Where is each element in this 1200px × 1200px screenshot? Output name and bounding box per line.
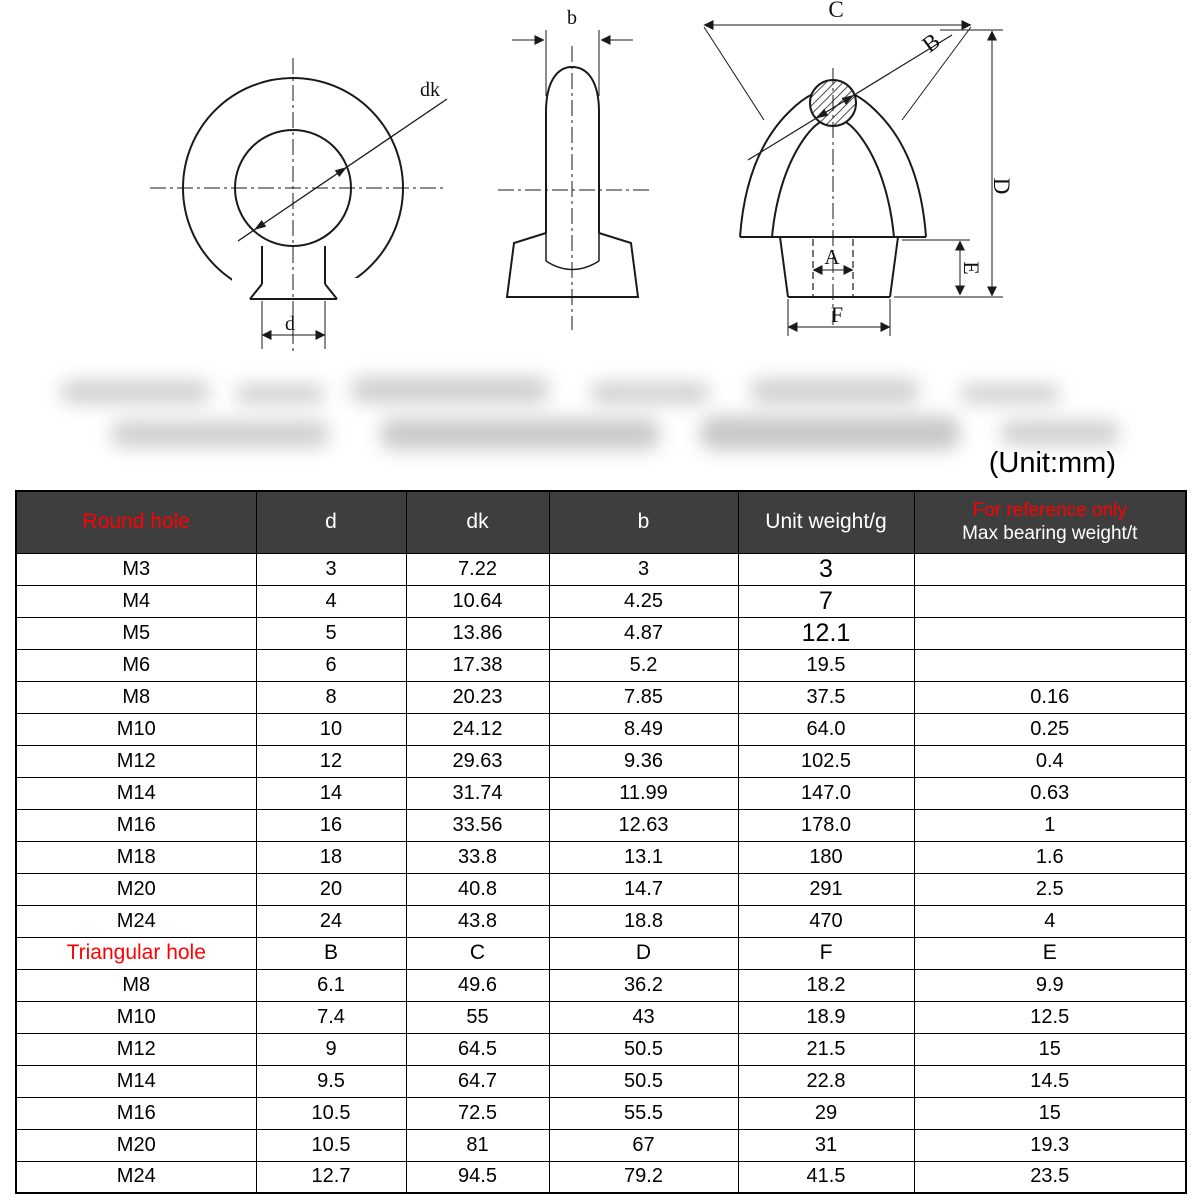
- table-cell: [914, 617, 1186, 649]
- table-cell: 18.9: [738, 1001, 914, 1033]
- table-cell: 36.2: [549, 969, 738, 1001]
- table-cell: 13.86: [406, 617, 549, 649]
- triangular-view: [704, 25, 1003, 336]
- table-cell: 0.63: [914, 777, 1186, 809]
- table-row: [16, 649, 1186, 681]
- table-cell: 20.23: [406, 681, 549, 713]
- tri-header-C: C: [406, 937, 549, 969]
- table-row: [16, 681, 1186, 713]
- table-cell: 21.5: [738, 1033, 914, 1065]
- header-dk: dk: [406, 491, 549, 553]
- header-round-hole: Round hole: [16, 491, 256, 553]
- table-cell: 31: [738, 1129, 914, 1161]
- header-ref-line2: Max bearing weight/t: [962, 523, 1138, 545]
- table-cell: 2.5: [914, 873, 1186, 905]
- table-row: [16, 1065, 1186, 1097]
- table-row: [16, 745, 1186, 777]
- table-cell: 67: [549, 1129, 738, 1161]
- table-cell: M12: [16, 745, 256, 777]
- table-row: [16, 809, 1186, 841]
- dim-label-b: b: [567, 7, 577, 29]
- header-reference: [914, 491, 1186, 553]
- table-cell: M20: [16, 873, 256, 905]
- dim-label-D: D: [989, 177, 1014, 195]
- table-cell: 13.1: [549, 841, 738, 873]
- table-cell: 4.25: [549, 585, 738, 617]
- table-cell: 18.8: [549, 905, 738, 937]
- table-cell: [914, 585, 1186, 617]
- spec-table: [15, 490, 1187, 1194]
- table-cell: 10.5: [256, 1129, 406, 1161]
- table-row: [16, 553, 1186, 585]
- table-row: [16, 1129, 1186, 1161]
- table-cell: 29: [738, 1097, 914, 1129]
- dim-label-dk: dk: [420, 79, 440, 101]
- table-cell: 23.5: [914, 1161, 1186, 1193]
- dim-label-d: d: [285, 313, 295, 335]
- table-cell: M10: [16, 713, 256, 745]
- table-cell: 0.4: [914, 745, 1186, 777]
- table-row: [16, 1161, 1186, 1193]
- table-cell: 6.1: [256, 969, 406, 1001]
- table-cell: 4.87: [549, 617, 738, 649]
- table-cell: [914, 649, 1186, 681]
- table-cell: 3: [549, 553, 738, 585]
- tri-header-E: E: [914, 937, 1186, 969]
- table-cell: M20: [16, 1129, 256, 1161]
- table-cell: 94.5: [406, 1161, 549, 1193]
- table-cell: 291: [738, 873, 914, 905]
- table-cell: 5: [256, 617, 406, 649]
- table-cell: 12.63: [549, 809, 738, 841]
- table-cell: 24: [256, 905, 406, 937]
- table-row: [16, 777, 1186, 809]
- table-row: [16, 1001, 1186, 1033]
- table-cell: M16: [16, 809, 256, 841]
- table-cell: 29.63: [406, 745, 549, 777]
- table-cell: 18.2: [738, 969, 914, 1001]
- table-cell: M4: [16, 585, 256, 617]
- table-cell: 81: [406, 1129, 549, 1161]
- table-header-row: [16, 491, 1186, 553]
- front-view: [150, 58, 447, 352]
- table-cell: 12.7: [256, 1161, 406, 1193]
- table-row: [16, 713, 1186, 745]
- table-row: [16, 969, 1186, 1001]
- table-cell: 17.38: [406, 649, 549, 681]
- table-cell: 79.2: [549, 1161, 738, 1193]
- table-cell: 11.99: [549, 777, 738, 809]
- table-cell: 9: [256, 1033, 406, 1065]
- table-row: [16, 585, 1186, 617]
- table-row: [16, 905, 1186, 937]
- table-row: [16, 841, 1186, 873]
- table-cell: 12: [256, 745, 406, 777]
- table-cell: 9.5: [256, 1065, 406, 1097]
- tri-section-header-row: [16, 937, 1186, 969]
- table-cell: 1: [914, 809, 1186, 841]
- table-cell: 178.0: [738, 809, 914, 841]
- table-cell: M14: [16, 1065, 256, 1097]
- table-cell: 7.4: [256, 1001, 406, 1033]
- tri-header-F: F: [738, 937, 914, 969]
- header-unit-weight: Unit weight/g: [738, 491, 914, 553]
- table-cell: 20: [256, 873, 406, 905]
- table-row: [16, 1033, 1186, 1065]
- dim-label-E: E: [959, 261, 984, 275]
- table-cell: 3: [738, 553, 914, 585]
- table-cell: 37.5: [738, 681, 914, 713]
- table-cell: 102.5: [738, 745, 914, 777]
- table-cell: 5.2: [549, 649, 738, 681]
- table-cell: 0.16: [914, 681, 1186, 713]
- table-cell: M8: [16, 681, 256, 713]
- dim-label-B: B: [917, 28, 945, 58]
- table-row: [16, 617, 1186, 649]
- header-ref-line1: For reference only: [972, 499, 1127, 521]
- table-cell: 3: [256, 553, 406, 585]
- table-cell: 16: [256, 809, 406, 841]
- table-cell: M5: [16, 617, 256, 649]
- table-cell: 43: [549, 1001, 738, 1033]
- table-cell: 7.85: [549, 681, 738, 713]
- table-cell: 8.49: [549, 713, 738, 745]
- table-cell: 9.36: [549, 745, 738, 777]
- table-cell: 470: [738, 905, 914, 937]
- table-cell: M10: [16, 1001, 256, 1033]
- table-cell: 7: [738, 585, 914, 617]
- tri-header-D: D: [549, 937, 738, 969]
- table-cell: 14.5: [914, 1065, 1186, 1097]
- table-cell: 64.7: [406, 1065, 549, 1097]
- table-cell: M24: [16, 1161, 256, 1193]
- tri-header-B: B: [256, 937, 406, 969]
- table-cell: 55: [406, 1001, 549, 1033]
- table-cell: 0.25: [914, 713, 1186, 745]
- table-cell: 19.5: [738, 649, 914, 681]
- table-cell: M8: [16, 969, 256, 1001]
- table-cell: 8: [256, 681, 406, 713]
- table-cell: 64.0: [738, 713, 914, 745]
- unit-label: (Unit:mm): [988, 447, 1116, 479]
- table-cell: M24: [16, 905, 256, 937]
- table-cell: 14.7: [549, 873, 738, 905]
- table-cell: 33.56: [406, 809, 549, 841]
- table-cell: 40.8: [406, 873, 549, 905]
- table-cell: 55.5: [549, 1097, 738, 1129]
- table-cell: 12.1: [738, 617, 914, 649]
- tri-section-label: Triangular hole: [16, 937, 256, 969]
- table-cell: M6: [16, 649, 256, 681]
- table-cell: 41.5: [738, 1161, 914, 1193]
- table-row: [16, 873, 1186, 905]
- drawings-svg: [0, 0, 1200, 480]
- table-cell: 4: [914, 905, 1186, 937]
- table-cell: 15: [914, 1033, 1186, 1065]
- table-cell: 7.22: [406, 553, 549, 585]
- table-cell: 12.5: [914, 1001, 1186, 1033]
- table-cell: M16: [16, 1097, 256, 1129]
- table-cell: 14: [256, 777, 406, 809]
- table-cell: 72.5: [406, 1097, 549, 1129]
- table-cell: 4: [256, 585, 406, 617]
- side-view: [498, 30, 650, 330]
- technical-drawings: [0, 0, 1200, 480]
- table-cell: 31.74: [406, 777, 549, 809]
- table-cell: 33.8: [406, 841, 549, 873]
- table-cell: 10.64: [406, 585, 549, 617]
- table-cell: M12: [16, 1033, 256, 1065]
- table-cell: 43.8: [406, 905, 549, 937]
- table-cell: 15: [914, 1097, 1186, 1129]
- table-cell: M14: [16, 777, 256, 809]
- table-cell: 147.0: [738, 777, 914, 809]
- dim-label-C: C: [828, 0, 844, 22]
- table-cell: 24.12: [406, 713, 549, 745]
- table-cell: 18: [256, 841, 406, 873]
- table-cell: 19.3: [914, 1129, 1186, 1161]
- table-cell: 9.9: [914, 969, 1186, 1001]
- table-cell: 64.5: [406, 1033, 549, 1065]
- table-cell: M18: [16, 841, 256, 873]
- table-cell: 49.6: [406, 969, 549, 1001]
- header-d: d: [256, 491, 406, 553]
- table-cell: 10: [256, 713, 406, 745]
- header-b: b: [549, 491, 738, 553]
- table-cell: 180: [738, 841, 914, 873]
- table-cell: 6: [256, 649, 406, 681]
- table-cell: [914, 553, 1186, 585]
- table-cell: 22.8: [738, 1065, 914, 1097]
- table-cell: 1.6: [914, 841, 1186, 873]
- dim-label-F: F: [830, 302, 844, 327]
- dim-label-A: A: [824, 245, 840, 269]
- table-cell: 50.5: [549, 1065, 738, 1097]
- table-row: [16, 1097, 1186, 1129]
- table-cell: M3: [16, 553, 256, 585]
- table-cell: 10.5: [256, 1097, 406, 1129]
- table-cell: 50.5: [549, 1033, 738, 1065]
